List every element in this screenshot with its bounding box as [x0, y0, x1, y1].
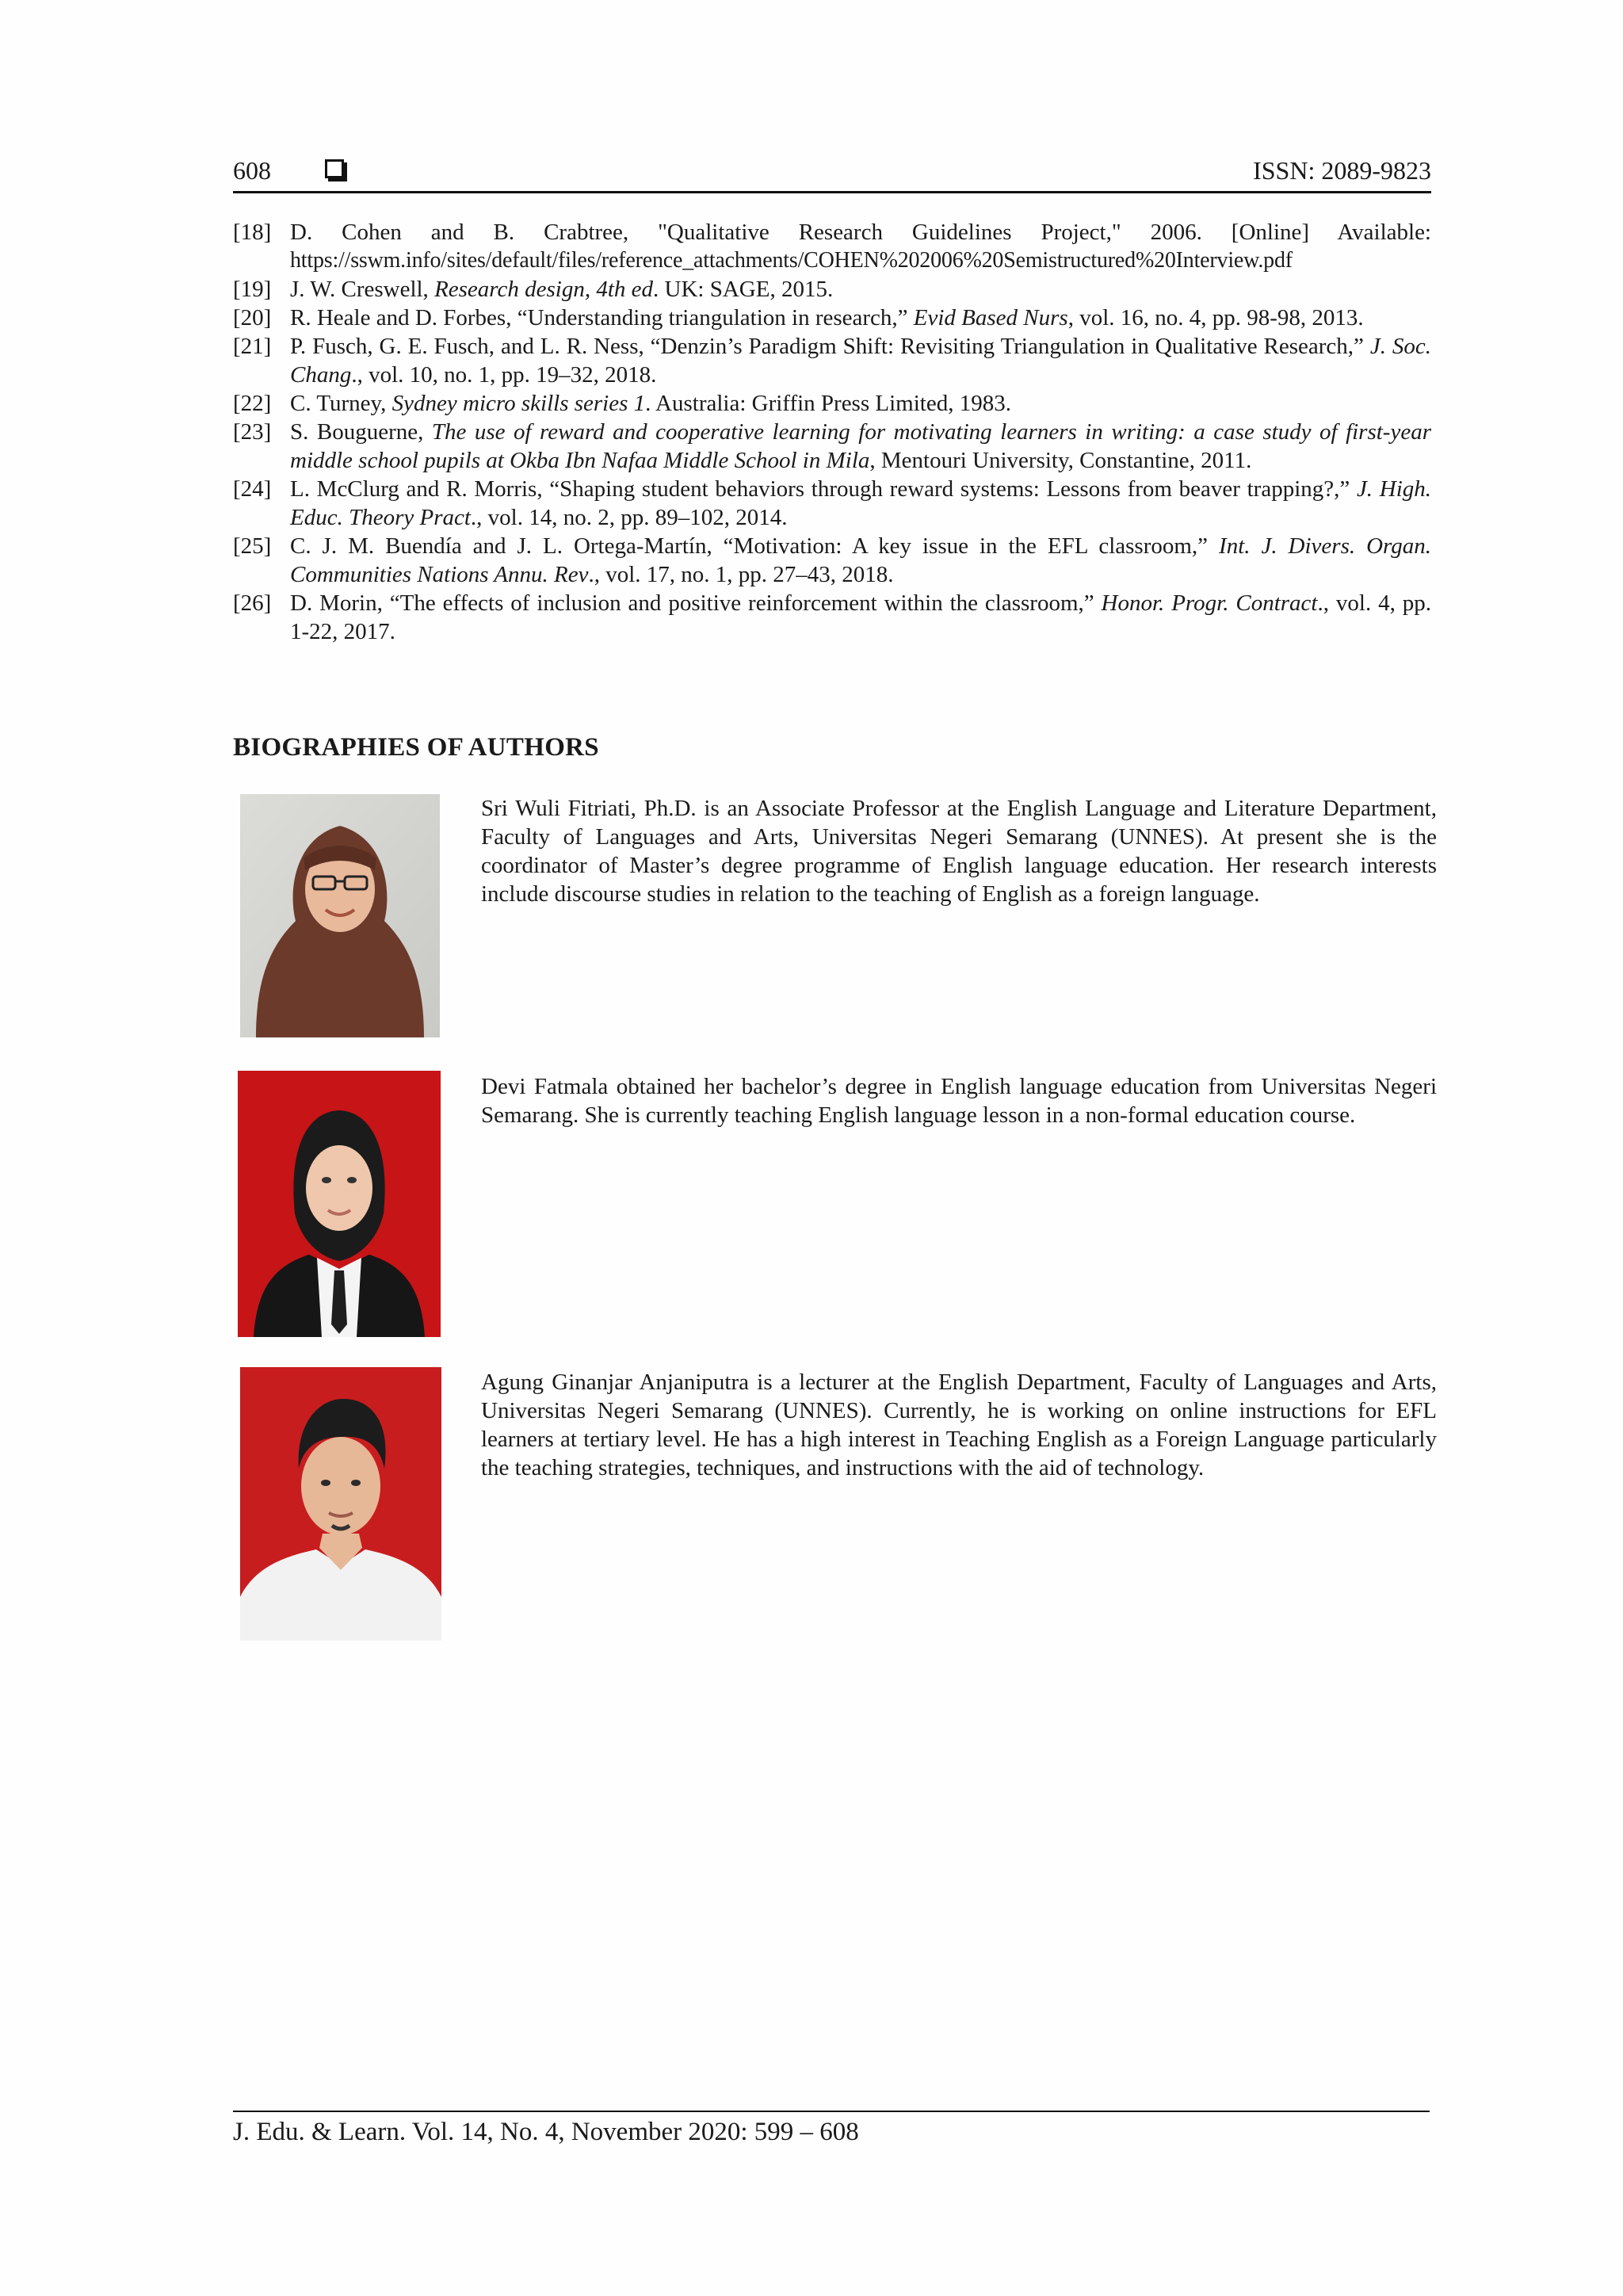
- reference-text: [290, 218, 1431, 275]
- page-header: [233, 153, 1431, 193]
- reference-number: [25]: [233, 533, 272, 559]
- reference-item: [233, 475, 1431, 532]
- author-bio: Agung Ginanjar Anjaniputra is a lecturer at the English Department, Faculty of Languages and Arts, Universitas Negeri Semarang (UNNES). Currently, he is working on online instructions for EFL learners at tertiary level. He has a high interest in Teaching English as a Foreign Language particularly the teaching strategies, techniques, and instructions with the aid of technology.: [481, 1370, 1437, 1480]
- reference-source-title: Int. J. Divers. Organ. Communities Nations Annu. Rev: [290, 533, 1431, 587]
- reference-source-title: The use of reward and cooperative learning for motivating learners in writing: a case study of first-year middle school pupils at Okba Ibn Nafaa Middle School in Mila: [290, 419, 1431, 473]
- reference-item: [233, 389, 1431, 418]
- reference-source-title: Honor. Progr. Contract: [1101, 590, 1318, 616]
- biographies-heading: BIOGRAPHIES OF AUTHORS: [233, 733, 599, 762]
- reference-source-title: Evid Based Nurs: [913, 305, 1068, 330]
- reference-number: [18]: [233, 220, 272, 245]
- reference-item: [233, 304, 1431, 332]
- reference-text: S. Bouguerne, The use of reward and cooperative learning for motivating learners in writing: a case study of first-year middle school pupils at Okba Ibn Nafaa Middle School in Mila, Mentouri University, Constantine, 2011.: [290, 419, 1431, 473]
- reference-number: [24]: [233, 476, 272, 502]
- author-photo: [240, 794, 440, 1037]
- reference-list: [233, 218, 1431, 646]
- reference-url-link[interactable]: https://sswm.info/sites/default/files/reference_attachments/COHEN%202006%20Semistructured%20Interview.pdf: [290, 248, 1293, 273]
- issn-label: ISSN: 2089-9823: [1253, 156, 1431, 185]
- reference-line: D. Cohen and B. Crabtree, "Qualitative Research Guidelines Project," 2006. [Online] Available:: [290, 220, 1431, 245]
- author-photo: [238, 1071, 441, 1337]
- reference-item: [233, 275, 1431, 304]
- reference-text: D. Morin, “The effects of inclusion and positive reinforcement within the classroom,” Honor. Progr. Contract., vol. 4, pp. 1-22, 2017.: [290, 590, 1431, 644]
- author-bio: Devi Fatmala obtained her bachelor’s degree in English language education from Universitas Negeri Semarang. She is currently teaching English language lesson in a non-formal education course.: [481, 1074, 1437, 1128]
- reference-text: L. McClurg and R. Morris, “Shaping student behaviors through reward systems: Lessons from beaver trapping?,” J. High. Educ. Theory Pract., vol. 14, no. 2, pp. 89–102, 2014.: [290, 476, 1431, 530]
- reference-source-title: Research design, 4th ed: [434, 277, 654, 302]
- reference-text: R. Heale and D. Forbes, “Understanding triangulation in research,” Evid Based Nurs, vol. 16, no. 4, pp. 98-98, 2013.: [290, 305, 1364, 330]
- page-number: 608: [233, 156, 271, 185]
- reference-number: [23]: [233, 419, 272, 445]
- footer-rule: [233, 2111, 1430, 2112]
- author-bio: Sri Wuli Fitriati, Ph.D. is an Associate Professor at the English Language and Literature Department, Faculty of Languages and Arts, Universitas Negeri Semarang (UNNES). At present she is the coordinator of Master’s degree programme of English language education. Her research interests include discourse studies in relation to the teaching of English as a foreign language.: [481, 796, 1437, 907]
- reference-number: [26]: [233, 590, 272, 616]
- reference-number: [21]: [233, 334, 272, 359]
- reference-source-title: Sydney micro skills series 1: [391, 391, 646, 416]
- square-bullet-icon: [325, 159, 344, 178]
- reference-text: P. Fusch, G. E. Fusch, and L. R. Ness, “Denzin’s Paradigm Shift: Revisiting Triangulation in Qualitative Research,” J. Soc. Chang., vol. 10, no. 1, pp. 19–32, 2018.: [290, 334, 1431, 388]
- reference-item: [233, 332, 1431, 389]
- reference-number: [20]: [233, 305, 272, 330]
- reference-item: [233, 418, 1431, 475]
- author-photo: [240, 1367, 441, 1641]
- reference-number: [19]: [233, 277, 272, 302]
- reference-number: [22]: [233, 391, 272, 416]
- reference-text: C. Turney, Sydney micro skills series 1. Australia: Griffin Press Limited, 1983.: [290, 391, 1011, 416]
- reference-item: [233, 532, 1431, 589]
- reference-item: [233, 589, 1431, 646]
- reference-text: C. J. M. Buendía and J. L. Ortega-Martín, “Motivation: A key issue in the EFL classroom,” Int. J. Divers. Organ. Communities Nations Annu. Rev., vol. 17, no. 1, pp. 27–43, 2018.: [290, 533, 1431, 587]
- reference-source-title: J. Soc. Chang: [290, 334, 1431, 388]
- reference-source-title: J. High. Educ. Theory Pract: [290, 476, 1431, 530]
- reference-item: [233, 218, 1431, 275]
- journal-citation: J. Edu. & Learn. Vol. 14, No. 4, November 2020: 599 – 608: [233, 2118, 859, 2146]
- header-rule: [233, 191, 1431, 193]
- reference-text: J. W. Creswell, Research design, 4th ed. UK: SAGE, 2015.: [290, 277, 834, 302]
